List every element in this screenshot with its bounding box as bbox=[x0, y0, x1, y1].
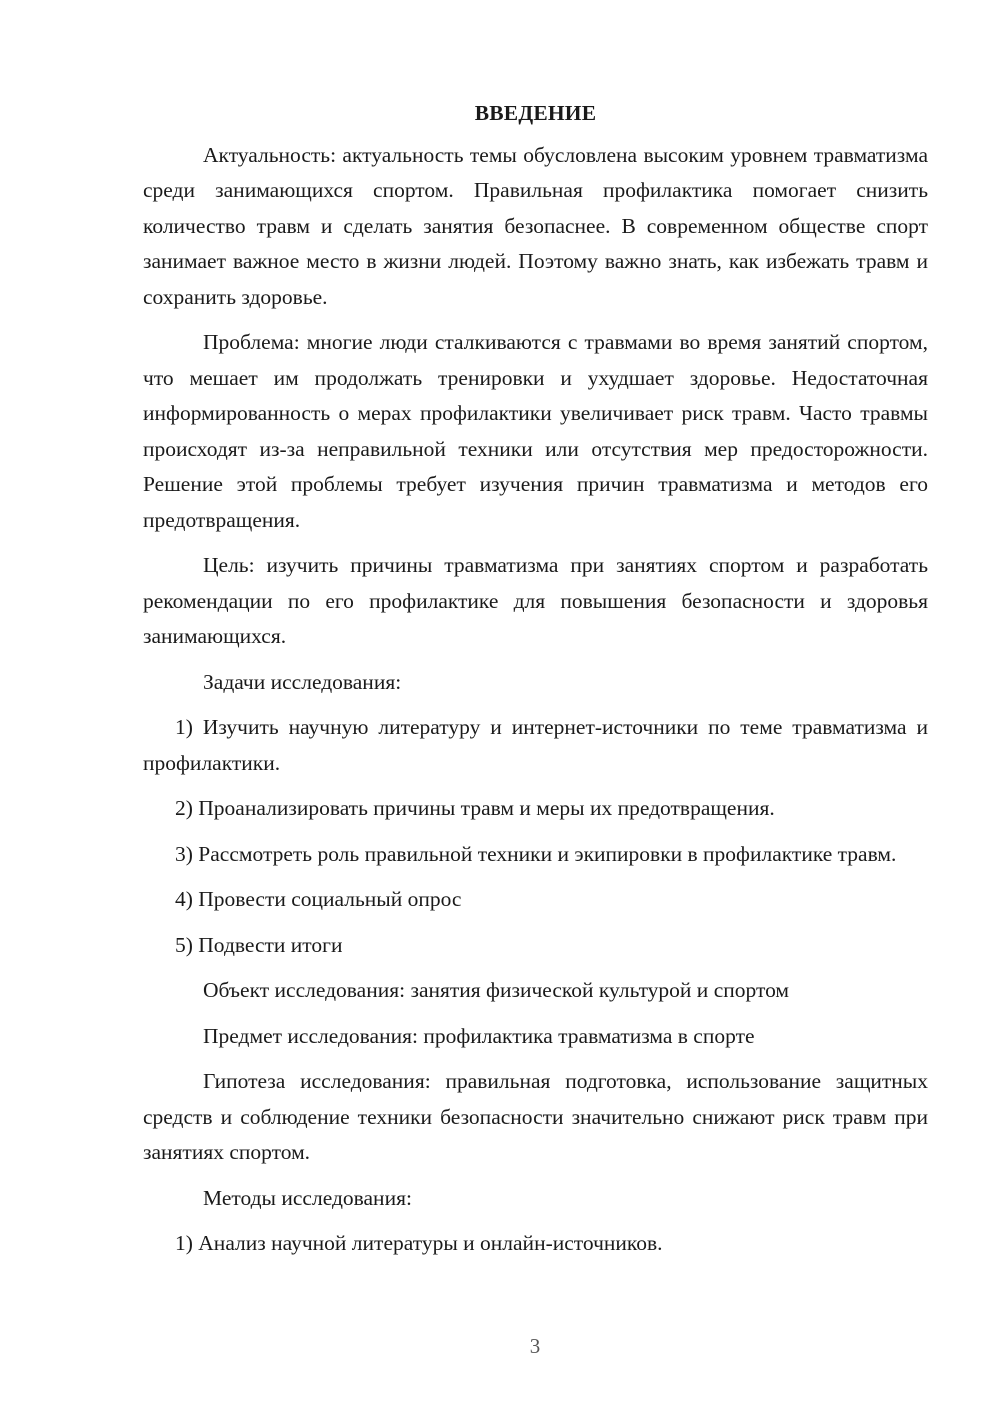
task-item-3: 3) Рассмотреть роль правильной техники и экипировки в профилактике травм. bbox=[175, 841, 897, 866]
document-body bbox=[143, 96, 928, 1272]
page-number: 3 bbox=[529, 1334, 541, 1358]
problem-paragraph: Проблема: многие люди сталкиваются с травмами во время занятий спортом, что мешает им продолжать тренировки и ухудшает здоровье. Недостаточная информированность о мерах профилактики увеличивает риск травм. Часто травмы происходят из-за неправильной техники или отсутствия мер предосторожности. Решение этой проблемы требует изучения причин травматизма и методов его предотвращения. bbox=[143, 330, 928, 532]
hypothesis-paragraph: Гипотеза исследования: правильная подготовка, использование защитных средств и соблюдение техники безопасности значительно снижают риск травм при занятиях спортом. bbox=[143, 1069, 928, 1164]
methods-title: Методы исследования: bbox=[203, 1185, 412, 1210]
object-paragraph: Объект исследования: занятия физической культурой и спортом bbox=[203, 978, 790, 1002]
goal-paragraph: Цель: изучить причины травматизма при занятиях спортом и разработать рекомендации по его профилактике для повышения безопасности и здоровья занимающихся. bbox=[143, 553, 928, 648]
task-item-2: 2) Проанализировать причины травм и меры их предотвращения. bbox=[175, 796, 775, 820]
task-item-4: 4) Провести социальный опрос bbox=[175, 887, 462, 911]
method-item-1: 1) Анализ научной литературы и онлайн-источников. bbox=[175, 1231, 663, 1255]
relevance-paragraph: Актуальность: актуальность темы обусловлена высоким уровнем травматизма среди занимающихся спортом. Правильная профилактика помогает снизить количество травм и сделать занятия безопаснее. В современном обществе спорт занимает важное место в жизни людей. Поэтому важно знать, как избежать травм и сохранить здоровье. bbox=[143, 142, 928, 309]
tasks-title: Задачи исследования: bbox=[203, 669, 402, 694]
task-item-5: 5) Подвести итоги bbox=[175, 932, 343, 957]
page-title: ВВЕДЕНИЕ bbox=[474, 101, 597, 125]
subject-paragraph: Предмет исследования: профилактика травматизма в спорте bbox=[203, 1023, 755, 1048]
task-item-1: 1) Изучить научную литературу и интернет-источники по теме травматизма и профилактики. bbox=[143, 715, 928, 775]
